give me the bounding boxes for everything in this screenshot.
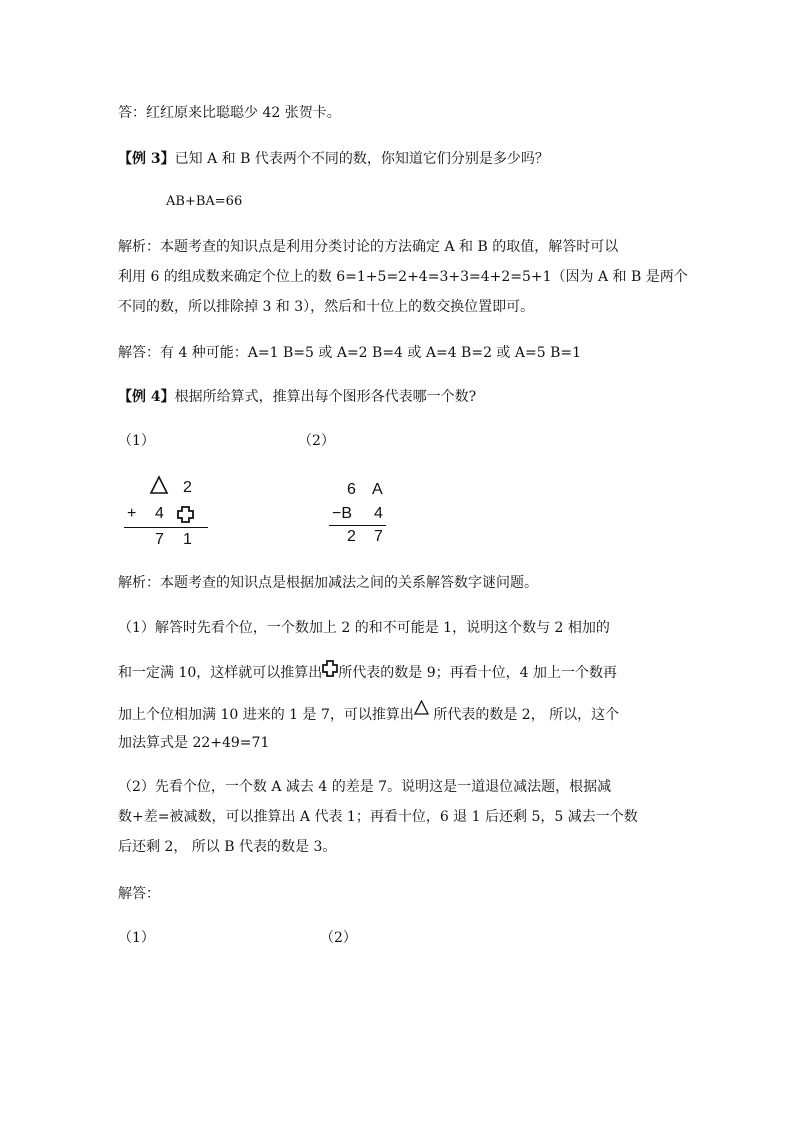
part-1-label: （1） <box>118 433 155 449</box>
minuend-ones: A <box>372 481 383 498</box>
addend-1-ones: 2 <box>183 479 192 496</box>
part-2-explanation-line-2: 数+差=被减数，可以推算出 A 代表 1；再看十位，6 退 1 后还剩 5，5 减去一个数 <box>118 809 638 825</box>
addition-result-line <box>124 527 208 528</box>
subtrahend-ones: 4 <box>374 505 383 522</box>
triangle-icon <box>149 475 169 495</box>
difference-tens: 2 <box>347 528 356 545</box>
example-3-label: 【例 3】 <box>118 151 175 167</box>
answer-part-1-label: （1） <box>118 930 155 946</box>
triangle-icon <box>414 700 429 716</box>
sum-ones: 1 <box>183 531 192 548</box>
example-3-analysis-line-1: 解析：本题考查的知识点是利用分类讨论的方法确定 A 和 B 的取值，解答时可以 <box>118 239 619 255</box>
subtraction-result-line <box>329 525 386 526</box>
sum-tens: 7 <box>155 531 164 548</box>
part-1-line-3-start: 加上个位相加满 10 进来的 1 是 7，可以推算出 <box>118 707 414 723</box>
example-4-analysis-intro: 解析：本题考查的知识点是根据加减法之间的关系解答数字谜问题。 <box>118 575 538 591</box>
minuend-tens: 6 <box>347 481 356 498</box>
example-3-analysis-line-3: 不同的数，所以排除掉 3 和 3），然后和十位上的数交换位置即可。 <box>118 299 535 315</box>
plus-sign: + <box>127 505 137 522</box>
example-4-label: 【例 4】 <box>118 389 175 405</box>
addend-2-tens: 4 <box>155 505 164 522</box>
part-1-explanation-line-4: 加法算式是 22+49=71 <box>118 735 270 751</box>
part-1-line-2-end: 所代表的数是 9；再看十位，4 加上一个数再 <box>338 665 617 681</box>
part-1-explanation-line-2 <box>118 660 617 681</box>
example-3-analysis-line-2: 利用 6 的组成数来确定个位上的数 6=1+5=2+4=3+3=4+2=5+1（因为 A 和 B 是两个 <box>118 269 688 285</box>
example-3-question-text: 已知 A 和 B 代表两个不同的数，你知道它们分别是多少吗？ <box>174 151 549 167</box>
cross-shape-icon <box>176 505 195 524</box>
subtrahend-tens: −B <box>332 505 353 522</box>
part-1-explanation-line-1: （1）解答时先看个位，一个数加上 2 的和不可能是 1，说明这个数与 2 相加的 <box>118 620 610 636</box>
answer-label: 解答： <box>118 886 160 902</box>
example-4-question-text: 根据所给算式，推算出每个图形各代表哪一个数? <box>174 389 477 405</box>
part-2-explanation-line-3: 后还剩 2， 所以 B 代表的数是 3。 <box>118 839 337 855</box>
part-2-label: （2） <box>298 433 335 449</box>
cross-shape-icon <box>322 660 338 678</box>
previous-answer: 答：红红原来比聪聪少 42 张贺卡。 <box>118 105 341 121</box>
answer-part-2-label: （2） <box>320 930 357 946</box>
part-1-line-2-start: 和一定满 10，这样就可以推算出 <box>118 665 323 681</box>
part-2-explanation-line-1: （2）先看个位，一个数 A 减去 4 的差是 7。说明这是一道退位减法题，根据减 <box>118 779 612 795</box>
difference-ones: 7 <box>374 528 383 545</box>
example-3-equation: AB+BA=66 <box>166 194 243 209</box>
example-4-question <box>118 389 476 405</box>
example-3-question <box>118 151 549 167</box>
part-1-line-3-end: 所代表的数是 2， 所以，这个 <box>428 707 620 723</box>
example-3-answer: 解答：有 4 种可能：A=1 B=5 或 A=2 B=4 或 A=4 B=2 或 A=5 B=1 <box>118 345 582 361</box>
part-1-explanation-line-3 <box>118 700 619 723</box>
